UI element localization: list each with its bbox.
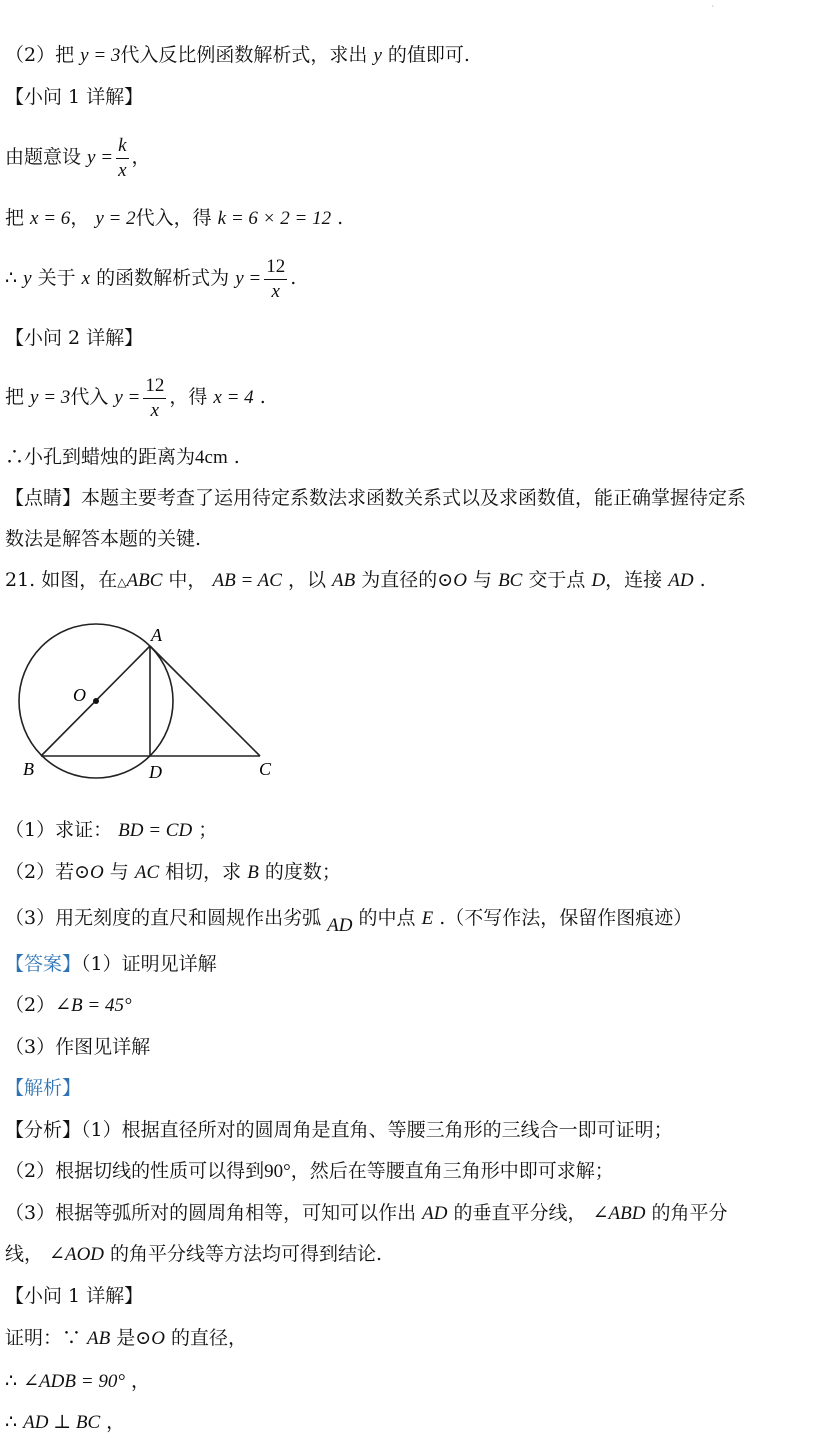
analysis-tag: 【解析】 — [5, 1077, 82, 1099]
section-heading-q1: 【小问 1 详解】 — [5, 86, 144, 108]
question-1: （1）求证： BD = CD ； — [5, 819, 218, 841]
label-a: A — [151, 625, 162, 645]
answer-3: （3）作图见详解 — [5, 1036, 151, 1058]
section-heading-solution-1: 【小问 1 详解】 — [5, 1285, 144, 1307]
substitute-y3-line: 把 y = 3代入 y = $\frac{12}{x}$ ，得 x = 4 . — [5, 374, 266, 421]
label-b: B — [23, 759, 34, 779]
segment-ac — [150, 646, 260, 756]
fraction-12-over-x-2: $\frac{12}{x}$ — [145, 374, 165, 421]
proof-line-1: 证明：∵ AB 是⊙O 的直径， — [5, 1327, 248, 1349]
analysis-line-1: 【分析】（1）根据直径所对的圆周角是直角、等腰三角形的三线合一即可证明； — [5, 1119, 673, 1141]
label-d: D — [149, 762, 162, 782]
setup-line: 由题意设 y = $\frac{k}{x}$ ， — [5, 134, 151, 181]
function-result-line: ∴ y 关于 x 的函数解析式为 y = $\frac{12}{x}$ . — [5, 255, 297, 302]
section-heading-q2: 【小问 2 详解】 — [5, 327, 144, 349]
fraction-12-over-x: $\frac{12}{x}$ — [266, 255, 286, 302]
label-o: O — [73, 685, 86, 705]
geometry-figure — [10, 615, 285, 790]
question-2: （2）若⊙O 与 AC 相切，求 B 的度数； — [5, 861, 341, 883]
question-3: （3）用无刻度的直尺和圆规作出劣弧 AD 的中点 E .（不写作法，保留作图痕迹） — [5, 907, 693, 936]
label-c: C — [259, 759, 272, 779]
answer-1: 【答案】（1）证明见详解 — [5, 953, 217, 975]
proof-line-3: ∴ AD ⊥ BC ， — [5, 1411, 126, 1433]
center-point-o — [93, 698, 99, 704]
problem-21-statement: 21. 如图，在△ABC 中， AB = AC ，以 AB 为直径的⊙O 与 BC 交于点 D，连接 AD . — [5, 569, 706, 591]
proof-line-2: ∴ ∠ADB = 90° ， — [5, 1370, 150, 1392]
analysis-line-2: （2）根据切线的性质可以得到90°，然后在等腰直角三角形中即可求解； — [5, 1160, 614, 1182]
comment-line-1: 【点睛】本题主要考查了运用待定系数法求函数关系式以及求函数值，能正确掌握待定系 — [5, 487, 747, 509]
analysis-line-3: （3）根据等弧所对的圆周角相等，可知可以作出 AD 的垂直平分线， ∠ABD 的角平分 — [5, 1202, 728, 1224]
comment-line-2: 数法是解答本题的关键. — [5, 528, 202, 550]
distance-line: ∴小孔到蜡烛的距离为4cm . — [5, 446, 240, 468]
substitution-line: 把 x = 6， y = 2代入，得 k = 6 × 2 = 12 . — [5, 207, 344, 229]
answer-tag: 【答案】 — [5, 953, 82, 975]
analysis-line-4: 线， ∠AOD 的角平分线等方法均可得到结论. — [5, 1243, 383, 1265]
fraction-k-over-x: $\frac{k}{x}$ — [118, 134, 127, 181]
hint-line-2: （2）把 y = 3代入反比例函数解析式，求出 y 的值即可. — [5, 44, 470, 66]
answer-2: （2）∠B = 45° — [5, 994, 132, 1016]
corner-mark: · — [711, 2, 714, 11]
